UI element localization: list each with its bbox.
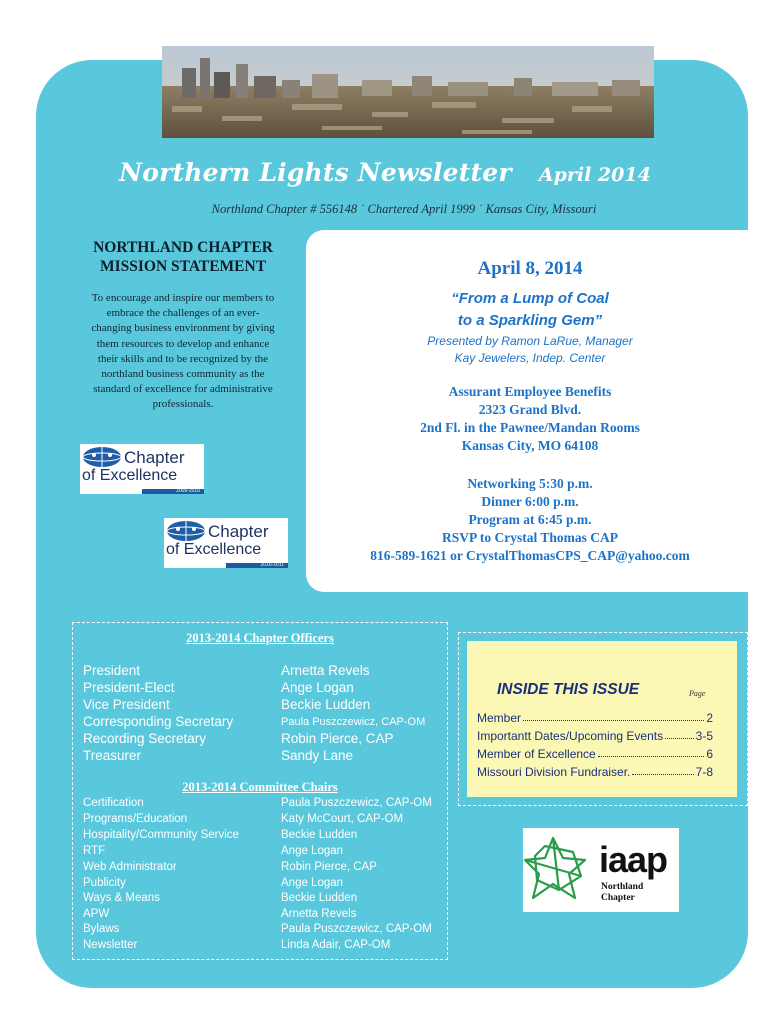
committee-chair: Linda Adair, CAP-OM [281,939,391,951]
committee-role: Hospitality/Community Service [83,829,239,841]
venue-line: 2nd Fl. in the Pawnee/Mandan Rooms [420,420,640,435]
event-presenter-line1: Presented by Ramon LaRue, Manager [427,334,633,348]
officer-role: Corresponding Secretary [83,714,234,729]
venue-line: Assurant Employee Benefits [448,384,612,399]
committee-role: APW [83,908,110,920]
officer-name: Beckie Ludden [281,697,371,712]
iaap-northland-logo [523,828,679,912]
event-quote-line2: to a Sparkling Gem” [457,312,603,329]
officer-name: Paula Puszczewicz, CAP-OM [281,716,426,728]
committee-chair: Robin Pierce, CAP [281,861,377,873]
venue-line: 2323 Grand Blvd. [478,402,582,417]
officer-name: Robin Pierce, CAP [281,731,394,746]
officers-heading: 2013-2014 Chapter Officers [186,631,334,645]
event-presenter-line2: Kay Jewelers, Indep. Center [454,351,606,365]
toc-page-label: Page [689,689,706,698]
officer-role: Vice President [83,697,170,712]
schedule-line: Networking 5:30 p.m. [467,476,593,491]
committee-chair: Paula Puszczewicz, CAP-OM [281,797,432,809]
iaap-wordmark: iaap [599,839,668,880]
schedule-line: Dinner 6:00 p.m. [481,494,579,509]
committee-chair: Ange Logan [281,845,344,857]
event-quote-line1: “From a Lump of Coal [451,290,609,307]
toc-title: INSIDE THIS ISSUE [497,681,640,698]
committees-heading: 2013-2014 Committee Chairs [182,780,338,794]
inside-this-issue-box [458,632,748,806]
committee-chair: Ange Logan [281,877,344,889]
committee-role: Newsletter [83,939,138,951]
committee-chair: Arnetta Revels [281,908,357,920]
committee-role: RTF [83,845,106,857]
event-date: April 8, 2014 [477,258,583,279]
committee-role: Programs/Education [83,813,188,825]
city-skyline-photo [162,46,654,138]
officer-role: President [83,663,141,678]
officer-name: Arnetta Revels [281,663,370,678]
committee-role: Web Administrator [83,861,177,873]
committee-chair: Beckie Ludden [281,829,358,841]
globe-people-icon [82,446,122,468]
toc-item[interactable]: Importantt Dates/Upcoming Events 3-5 [477,729,713,743]
committee-role: Ways & Means [83,892,160,904]
committee-chair: Beckie Ludden [281,892,358,904]
officer-role: Treasurer [83,748,142,763]
officer-role: Recording Secretary [83,731,207,746]
table-of-contents [467,641,737,797]
mission-heading: NORTHLAND CHAPTER MISSION STATEMENT [93,239,273,275]
iaap-chapter-label: Northland Chapter [601,882,644,903]
schedule-line: Program at 6:45 p.m. [468,512,592,527]
issue-date: April 2014 [538,164,651,186]
officer-name: Ange Logan [281,680,354,695]
toc-item[interactable]: Missouri Division Fundraiser. 7-8 [477,765,713,779]
officers-box [72,622,448,960]
officer-role: President-Elect [83,680,175,695]
venue-line: Kansas City, MO 64108 [461,438,599,453]
chapter-of-excellence-badge-2009: Chapter of Excellence 2009-2010 [80,444,204,494]
chapter-of-excellence-badge-2010: Chapter of Excellence 2010-2011 [164,518,288,568]
committee-chair: Paula Puszczewicz, CAP-OM [281,923,432,935]
newsletter-title [0,158,770,187]
committee-role: Publicity [83,877,126,889]
committee-role: Bylaws [83,923,120,935]
toc-item[interactable]: Member of Excellence 6 [477,747,713,761]
mission-statement: To encourage and inspire our members to embrace the challenges of an ever- changing business environment by giving them resources to develop and enhance their skills and to be recognized by the northland business community as the standard of excellence for administrative professionals. [91,292,275,411]
globe-people-icon [166,520,206,542]
newsletter-name: Northern Lights Newsletter [119,158,512,187]
committee-role: Certification [83,797,144,809]
event-announcement [306,230,754,592]
officer-name: Sandy Lane [281,748,354,763]
rsvp-contact[interactable]: 816-589-1621 or CrystalThomasCPS_CAP@yahoo.com [370,548,690,563]
chapter-subtitle: Northland Chapter # 556148 ˙ Chartered April 1999 ˙ Kansas City, Missouri [211,202,597,216]
toc-item[interactable]: Member 2 [477,711,713,725]
rsvp-line: RSVP to Crystal Thomas CAP [441,530,618,545]
committee-chair: Katy McCourt, CAP-OM [281,813,404,825]
